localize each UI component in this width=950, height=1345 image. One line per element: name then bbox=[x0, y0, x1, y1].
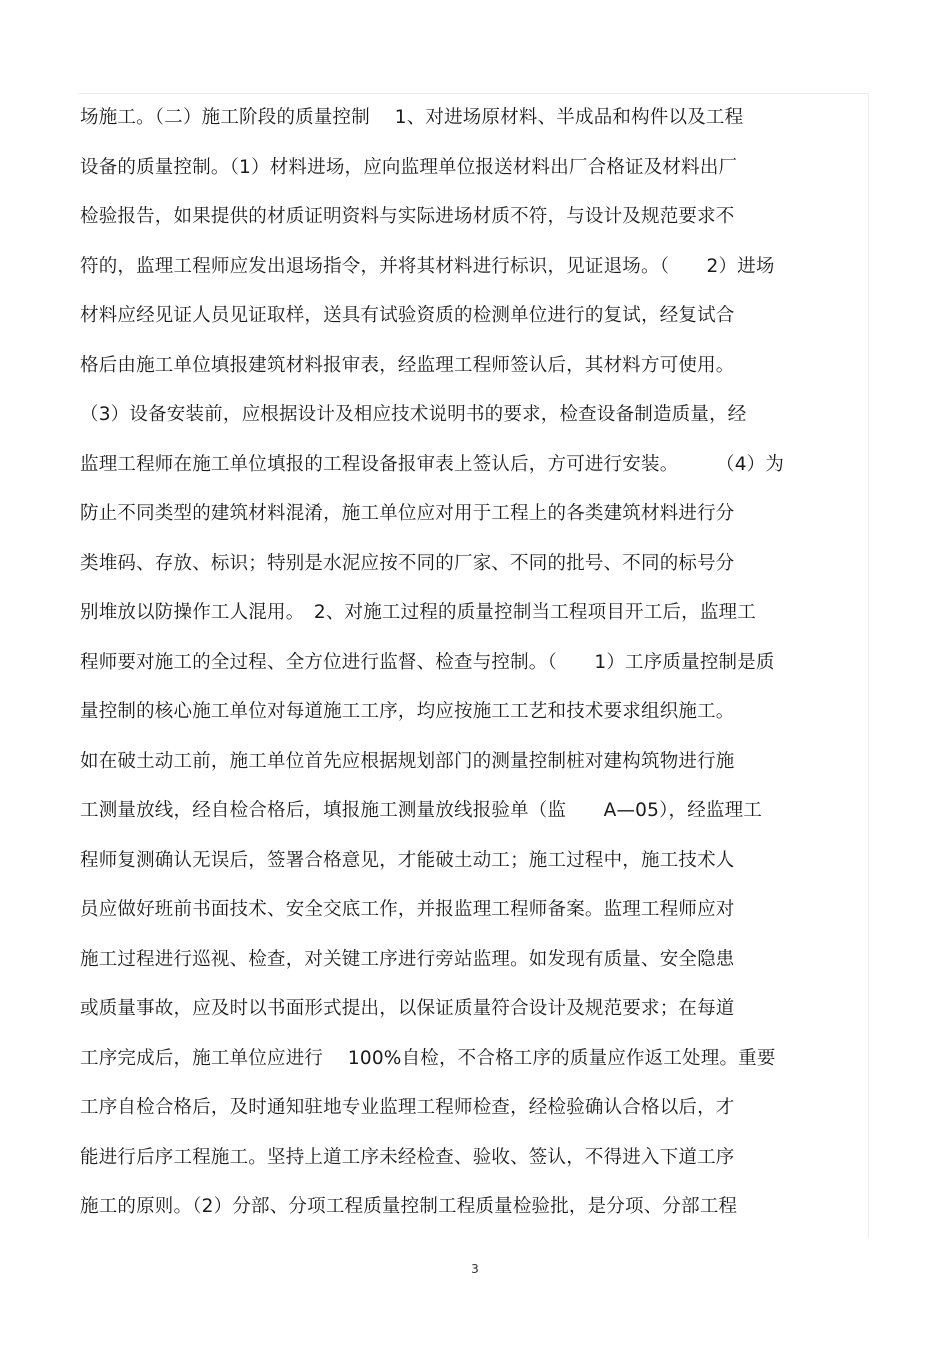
text-line: 材料应经见证人员见证取样，送具有试验资质的检测单位进行的复试，经复试合 bbox=[80, 305, 735, 326]
text-line: 设备的质量控制。（1）材料进场，应向监理单位报送材料出厂合格证及材料出厂 bbox=[80, 156, 738, 178]
text-line: 监理工程师在施工单位填报的工程设备报审表上签认后，方可进行安装。 （4）为 bbox=[80, 453, 785, 475]
body-text bbox=[80, 100, 870, 1239]
text-line: 工序自检合格后，及时通知驻地专业监理工程师检查，经检验确认合格以后，才 bbox=[80, 1097, 735, 1118]
text-line: 员应做好班前书面技术、安全交底工作，并报监理工程师备案。监理工程师应对 bbox=[80, 899, 735, 920]
page-number: 3 bbox=[471, 1262, 479, 1276]
text-line: 量控制的核心施工单位对每道施工工序，均应按施工工艺和技术要求组织施工。 bbox=[80, 701, 735, 722]
text-line: 场施工。（二）施工阶段的质量控制 1、对进场原材料、半成品和构件以及工程 bbox=[80, 107, 744, 128]
text-line: 施工过程进行巡视、检查，对关键工序进行旁站监理。如发现有质量、安全隐患 bbox=[80, 948, 735, 970]
text-line: 符的，监理工程师应发出退场指令，并将其材料进行标识，见证退场。（ 2）进场 bbox=[80, 255, 775, 277]
text-line: 检验报告，如果提供的材质证明资料与实际进场材质不符，与设计及规范要求不 bbox=[80, 206, 735, 227]
text-line: 如在破土动工前，施工单位首先应根据规划部门的测量控制桩对建构筑物进行施 bbox=[80, 750, 735, 772]
text-line: 类堆码、存放、标识；特别是水泥应按不同的厂家、不同的批号、不同的标号分 bbox=[80, 552, 735, 574]
text-line: （3）设备安装前，应根据设计及相应技术说明书的要求，检查设备制造质量，经 bbox=[80, 404, 747, 425]
text-line: 别堆放以防操作工人混用。 2、对施工过程的质量控制当工程项目开工后，监理工 bbox=[80, 602, 756, 623]
text-line: 防止不同类型的建筑材料混淆，施工单位应对用于工程上的各类建筑材料进行分 bbox=[80, 503, 735, 524]
text-line: 程师复测确认无误后，签署合格意见，才能破土动工；施工过程中，施工技术人 bbox=[80, 849, 735, 871]
text-line: 工序完成后，施工单位应进行 100%自检，不合格工序的质量应作返工处理。重要 bbox=[80, 1047, 776, 1069]
text-line: 工测量放线，经自检合格后，填报施工测量放线报验单（监 A—05），经监理工 bbox=[80, 800, 763, 821]
page-frame-top-border bbox=[78, 93, 868, 94]
text-line: 施工的原则。（2）分部、分项工程质量控制工程质量检验批，是分项、分部工程 bbox=[80, 1196, 738, 1217]
text-line: 能进行后序工程施工。坚持上道工序未经检查、验收、签认，不得进入下道工序 bbox=[80, 1146, 735, 1168]
text-line: 程师要对施工的全过程、全方位进行监督、检查与控制。（ 1）工序质量控制是质 bbox=[80, 651, 775, 673]
text-line: 格后由施工单位填报建筑材料报审表，经监理工程师签认后，其材料方可使用。 bbox=[80, 354, 735, 376]
text-line: 或质量事故，应及时以书面形式提出，以保证质量符合设计及规范要求；在每道 bbox=[80, 998, 735, 1019]
